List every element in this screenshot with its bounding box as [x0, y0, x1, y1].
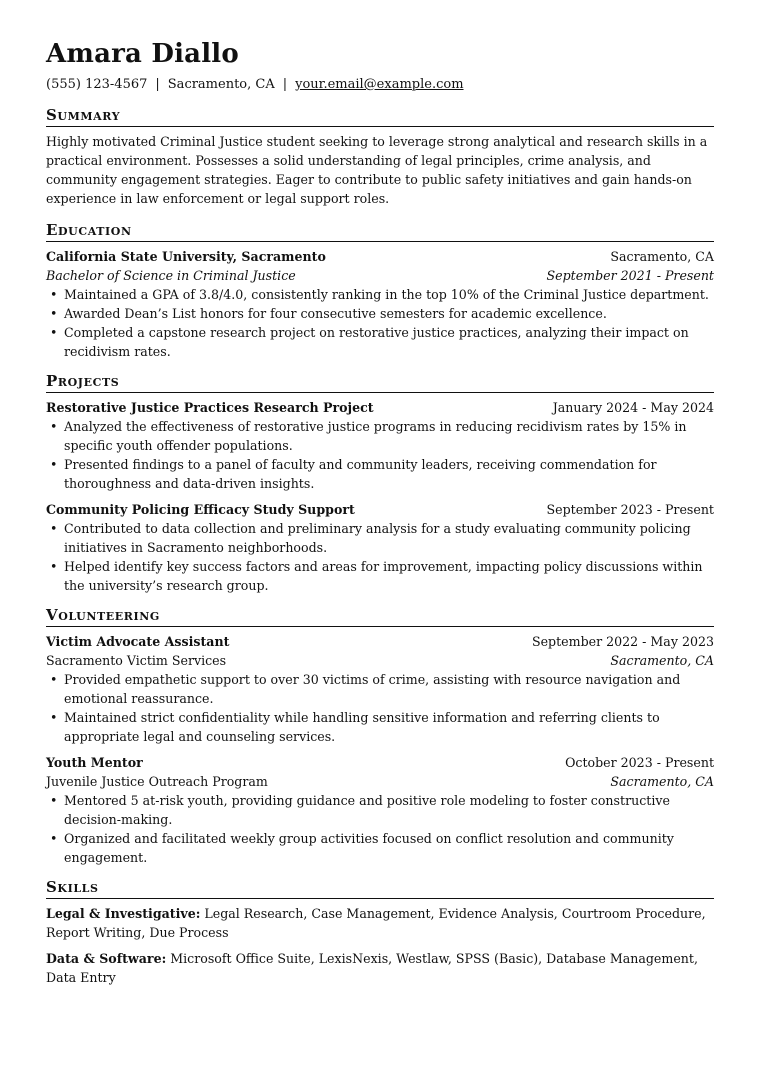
phone-number: (555) 123-4567: [46, 77, 148, 92]
education-row-1: [46, 247, 714, 266]
list-item: • Mentored 5 at-risk youth, providing guidance and positive role modeling to foster constructive decision-making.: [46, 791, 714, 829]
list-item: • Awarded Dean’s List honors for four consecutive semesters for academic excellence.: [46, 304, 714, 323]
skill-line: [46, 949, 714, 987]
list-item: • Provided empathetic support to over 30 victims of crime, assisting with resource navigation and emotional reassurance.: [46, 670, 714, 708]
location-text: Sacramento, CA: [167, 77, 275, 92]
volunteer-location: Sacramento, CA: [610, 774, 714, 789]
project-title: Community Policing Efficacy Study Support: [46, 502, 355, 517]
volunteer-row-1: [46, 753, 714, 772]
skill-line: [46, 904, 714, 942]
education-bullets: [46, 285, 714, 361]
volunteer-role: Victim Advocate Assistant: [46, 634, 230, 649]
candidate-name: Amara Diallo: [46, 39, 239, 69]
volunteer-dates: September 2022 - May 2023: [531, 634, 714, 649]
volunteer-org: Sacramento Victim Services: [46, 653, 227, 668]
list-item: • Maintained a GPA of 3.8/4.0, consistently ranking in the top 10% of the Criminal Justice department.: [46, 285, 714, 304]
project-dates: September 2023 - Present: [546, 502, 714, 517]
project-row: [46, 500, 714, 519]
list-item: • Maintained strict confidentiality while handling sensitive information and referring clients to appropriate legal and counseling services.: [46, 708, 714, 746]
volunteer-row-1: [46, 632, 714, 651]
skill-value: Microsoft Office Suite, LexisNexis, Westlaw, SPSS (Basic), Database Management, Data Entry: [46, 951, 698, 985]
education-heading: Education: [46, 221, 714, 242]
volunteer-bullets: [46, 791, 714, 867]
skills-heading: Skills: [46, 878, 714, 899]
education-dates: September 2021 - Present: [546, 268, 714, 283]
volunteer-entry: [46, 753, 714, 867]
list-item: • Analyzed the effectiveness of restorative justice programs in reducing recidivism rates by 15% in specific youth offender populations.: [46, 417, 714, 455]
project-dates: January 2024 - May 2024: [552, 400, 714, 415]
contact-separator: |: [282, 77, 288, 92]
list-item: • Presented findings to a panel of faculty and community leaders, receiving commendation for thoroughness and data-driven insights.: [46, 455, 714, 493]
skill-label: Legal & Investigative:: [46, 906, 201, 921]
contact-separator: |: [155, 77, 160, 92]
project-title: Restorative Justice Practices Research Project: [46, 400, 374, 415]
summary-text: Highly motivated Criminal Justice student seeking to leverage strong analytical and research skills in a practical environment. Possesses a solid understanding of legal principles, crime analysis, and community engagement strategies. Eager to contribute to public safety initiatives and gain hands-on experience in law enforcement or legal support roles.: [46, 134, 708, 206]
resume-page: [46, 36, 714, 987]
project-entry: [46, 500, 714, 595]
contact-line: [46, 76, 714, 94]
school-location: Sacramento, CA: [610, 249, 714, 264]
list-item: • Contributed to data collection and preliminary analysis for a study evaluating community policing initiatives in Sacramento neighborhoods.: [46, 519, 714, 557]
volunteer-bullets: [46, 670, 714, 746]
list-item: • Organized and facilitated weekly group activities focused on conflict resolution and community engagement.: [46, 829, 714, 867]
list-item: • Helped identify key success factors and areas for improvement, impacting policy discussions within the university’s research group.: [46, 557, 714, 595]
volunteering-heading: Volunteering: [46, 606, 714, 627]
volunteer-role: Youth Mentor: [46, 755, 143, 770]
volunteer-row-2: [46, 772, 714, 791]
email-link[interactable]: your.email@example.com: [295, 77, 464, 92]
list-item: • Completed a capstone research project on restorative justice practices, analyzing their impact on recidivism rates.: [46, 323, 714, 361]
skill-value: Legal Research, Case Management, Evidence Analysis, Courtroom Procedure, Report Writing, Due Process: [46, 906, 706, 940]
projects-heading: Projects: [46, 372, 714, 393]
education-row-2: [46, 266, 714, 285]
volunteer-entry: [46, 632, 714, 746]
volunteer-row-2: [46, 651, 714, 670]
education-entry: [46, 247, 714, 361]
project-bullets: [46, 519, 714, 595]
school-name: California State University, Sacramento: [46, 249, 326, 264]
project-entry: [46, 398, 714, 493]
skill-label: Data & Software:: [46, 951, 167, 966]
degree-name: Bachelor of Science in Criminal Justice: [46, 268, 296, 283]
project-bullets: [46, 417, 714, 493]
project-row: [46, 398, 714, 417]
volunteer-dates: October 2023 - Present: [565, 755, 714, 770]
volunteer-location: Sacramento, CA: [610, 653, 714, 668]
summary-heading: Summary: [46, 106, 714, 127]
volunteer-org: Juvenile Justice Outreach Program: [46, 774, 268, 789]
